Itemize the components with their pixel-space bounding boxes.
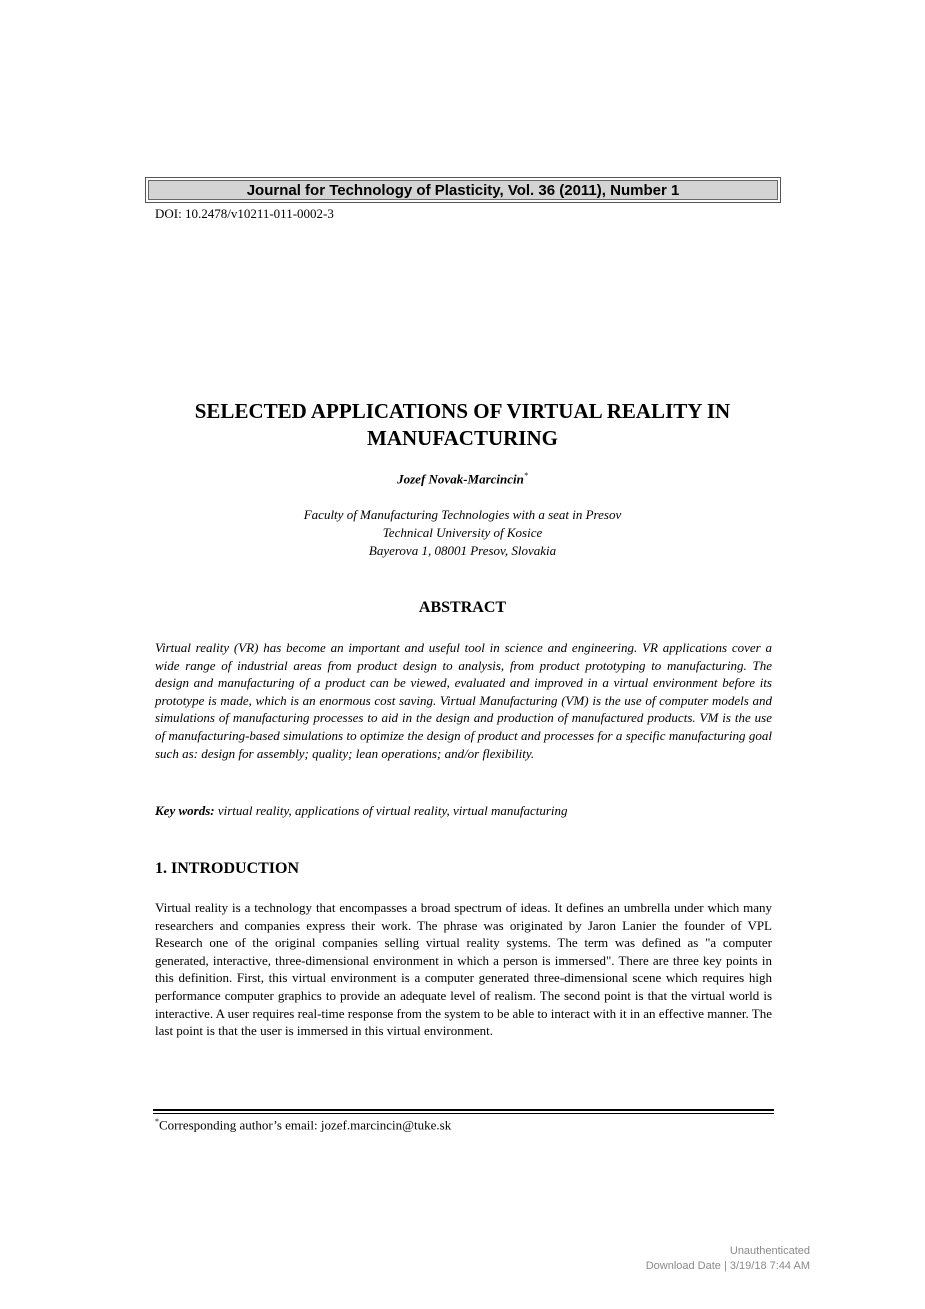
download-watermark: [646, 1244, 810, 1274]
footnote-divider: [153, 1109, 774, 1114]
footnote-mark: *: [155, 1117, 159, 1126]
introduction-text: Virtual reality is a technology that encompasses a broad spectrum of ideas. It defines an umbrella under which many researchers and companies express their work. The phrase was originated by Jaron Lanier the founder of VPL Research one of the original companies selling virtual reality systems. The term was defined as "a computer generated, interactive, three-dimensional environment in which a person is immersed". There are three key points in this definition. First, this virtual environment is a computer generated three-dimensional scene which requires high performance computer graphics to provide an adequate level of realism. The second point is that the virtual world is interactive. A user requires real-time response from the system to be able to interact with it in an effective manner. The last point is that the user is immersed in this virtual environment.: [155, 900, 772, 1039]
paper-title: [100, 398, 825, 452]
affiliation: [100, 506, 825, 560]
paper-title-line2: MANUFACTURING: [367, 426, 558, 450]
abstract-text: Virtual reality (VR) has become an important and useful tool in science and engineering. VR applications cover a wide range of industrial areas from product design to analysis, from product prototyping to manufacturing. The design and manufacturing of a product can be viewed, evaluated and improved in a virtual environment before its prototype is made, which is an enormous cost saving. Virtual Manufacturing (VM) is the use of computer models and simulations of manufacturing processes to aid in the design and production of manufactured products. VM is the use of manufacturing-based simulations to optimize the design of product and processes for a specific manufacturing goal such as: design for assembly; quality; lean operations; and/or flexibility.: [155, 640, 772, 761]
watermark-line2: Download Date | 3/19/18 7:44 AM: [645, 1260, 810, 1272]
doi: DOI: 10.2478/v10211-011-0002-3: [155, 206, 334, 221]
keywords: [155, 802, 772, 819]
keywords-list: virtual reality, applications of virtual reality, virtual manufacturing: [217, 803, 568, 818]
author: [100, 471, 825, 487]
affiliation-line: Bayerova 1, 08001 Presov, Slovakia: [368, 543, 557, 558]
author-name: Jozef Novak-Marcincin: [397, 471, 524, 487]
watermark-line1: Unauthenticated: [729, 1245, 810, 1257]
affiliation-line: Faculty of Manufacturing Technologies with a seat in Presov: [303, 507, 622, 522]
paper-title-line1: SELECTED APPLICATIONS OF VIRTUAL REALITY IN: [194, 399, 731, 423]
author-footnote-mark: *: [523, 471, 528, 480]
footnote-text: Corresponding author’s email: jozef.marcincin@tuke.sk: [159, 1117, 452, 1133]
journal-banner: [145, 177, 781, 203]
keywords-label: Key words:: [155, 803, 215, 818]
journal-banner-text: Journal for Technology of Plasticity, Vol. 36 (2011), Number 1: [148, 180, 778, 200]
section-heading-introduction: 1. INTRODUCTION: [155, 860, 300, 877]
footnote: [155, 1117, 451, 1133]
affiliation-line: Technical University of Kosice: [382, 525, 543, 540]
abstract-heading: ABSTRACT: [418, 599, 507, 616]
